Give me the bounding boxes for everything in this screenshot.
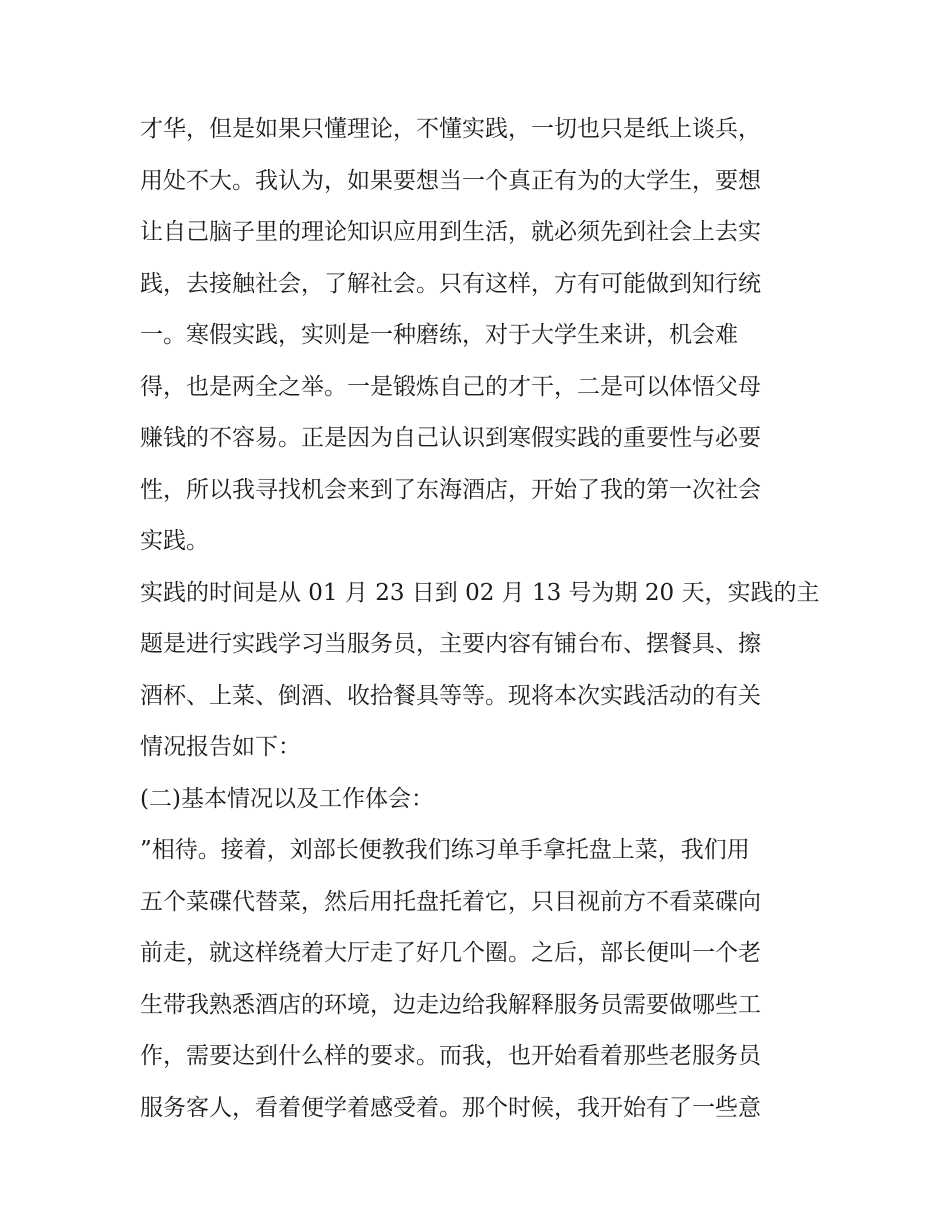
- text-line: ”相待。接着，刘部长便教我们练习单手拿托盘上菜，我们用: [140, 837, 750, 863]
- text-line: 前走，就这样绕着大厅走了好几个圈。之后，部长便叫一个老: [140, 940, 761, 966]
- text-line: 得，也是两全之举。一是锻炼自己的才干，二是可以体悟父母: [140, 373, 761, 400]
- text-line: 服务客人，看着便学着感受着。那个时候，我开始有了一些意: [140, 1094, 761, 1121]
- text-line: 五个菜碟代替菜，然后用托盘托着它，只目视前方不看菜碟向: [140, 888, 761, 915]
- text-line: 才华，但是如果只懂理论，不懂实践，一切也只是纸上谈兵，: [140, 116, 761, 142]
- text-line: 生带我熟悉酒店的环境，边走边给我解释服务员需要做哪些工: [140, 991, 761, 1018]
- text-line: 实践。: [140, 528, 209, 554]
- text-line: 赚钱的不容易。正是因为自己认识到寒假实践的重要性与必要: [140, 425, 761, 451]
- text-line: 作，需要达到什么样的要求。而我，也开始看着那些老服务员: [140, 1043, 761, 1069]
- text-line: 践，去接触社会，了解社会。只有这样，方有可能做到知行统: [140, 270, 761, 297]
- text-line: 酒杯、上菜、倒酒、收拾餐具等等。现将本次实践活动的有关: [140, 682, 761, 709]
- section-heading: (二)基本情况以及工作体会：: [140, 785, 434, 812]
- text-line: 一。寒假实践，实则是一种磨练，对于大学生来讲，机会难: [140, 322, 738, 348]
- text-line: 实践的时间是从 01 月 23 日到 02 月 13 号为期 20 天，实践的主: [140, 579, 820, 606]
- text-line: 性，所以我寻找机会来到了东海酒店，开始了我的第一次社会: [140, 476, 761, 503]
- text-line: 让自己脑子里的理论知识应用到生活，就必须先到社会上去实: [140, 219, 761, 245]
- text-line: 题是进行实践学习当服务员，主要内容有铺台布、摆餐具、擦: [140, 631, 761, 657]
- text-line: 情况报告如下：: [140, 734, 301, 760]
- body-text: [140, 104, 820, 1134]
- text-line: 用处不大。我认为，如果要想当一个真正有为的大学生，要想: [140, 167, 761, 194]
